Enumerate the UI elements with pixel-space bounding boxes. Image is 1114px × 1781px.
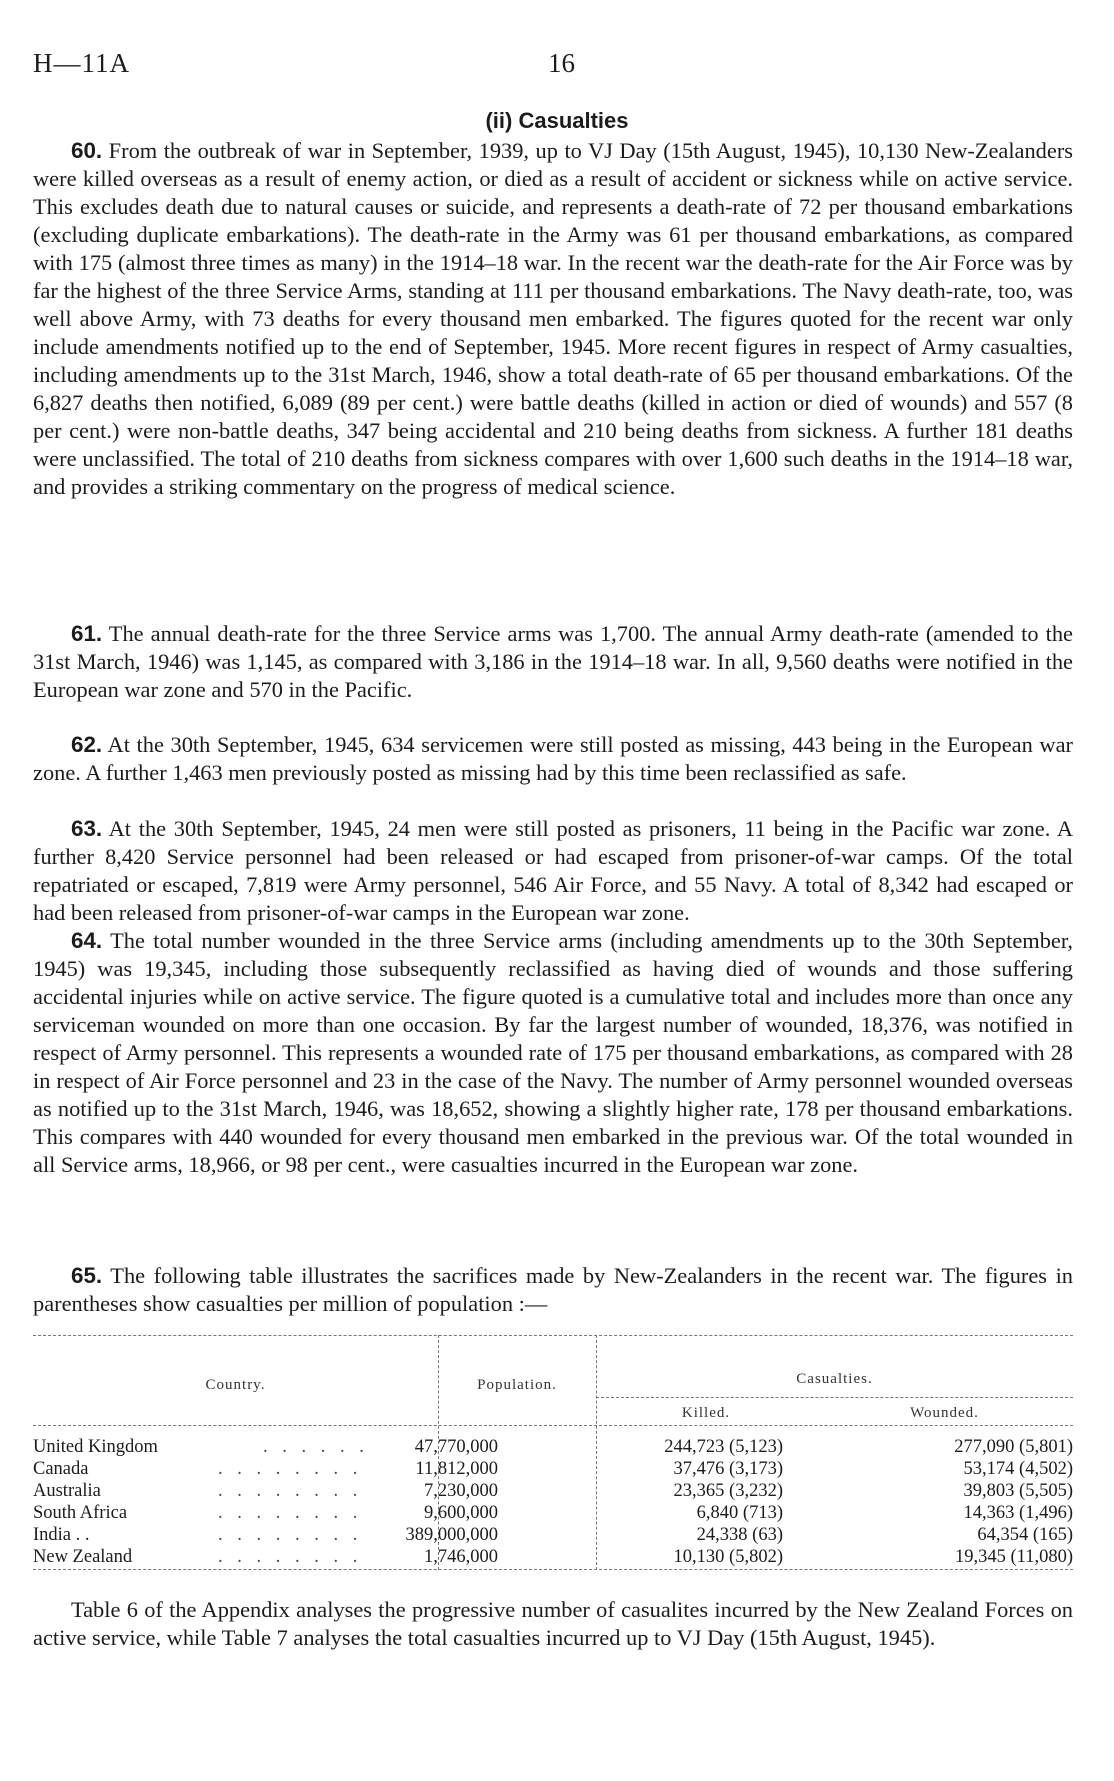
casualties-header: Casualties. xyxy=(796,1371,873,1387)
country-cell: United Kingdom xyxy=(33,1437,158,1457)
leader-dots: . . . . . . . . xyxy=(218,1503,363,1523)
killed-header: Killed. xyxy=(681,1405,731,1421)
country-cell: South Africa xyxy=(33,1503,128,1523)
country-cell: New Zealand xyxy=(33,1547,133,1567)
paragraph-number: 63. xyxy=(71,816,103,841)
paragraph-61 xyxy=(33,620,1073,704)
paragraph-text: At the 30th September, 1945, 24 men were still posted as prisoners, 11 being in the Pacific war zone. A further 8,420 Service personnel had been released or had escaped from prisoner-of-war camps. Of the total repatriated or escaped, 7,819 were Army personnel, 546 Air Force, and 55 Navy. A total of 8,342 had escaped or had been released from prisoner-of-war camps in the European war zone. xyxy=(33,816,1073,925)
table-row xyxy=(33,1547,1073,1569)
killed-cell: 23,365 (3,232) xyxy=(673,1481,783,1501)
page-number: 16 xyxy=(548,48,575,78)
table-top-rule xyxy=(33,1335,1073,1336)
paragraph-number: 64. xyxy=(71,928,103,953)
wounded-cell: 53,174 (4,502) xyxy=(963,1459,1073,1479)
paragraph-number: 62. xyxy=(71,732,103,757)
table-header-rule xyxy=(33,1425,1073,1426)
wounded-cell: 19,345 (11,080) xyxy=(954,1547,1073,1567)
paragraph-63 xyxy=(33,815,1073,927)
section-title: (ii) Casualties xyxy=(485,108,629,133)
leader-dots: . . . . . . . . xyxy=(218,1459,363,1479)
country-cell: Australia xyxy=(33,1481,101,1501)
table-bottom-rule xyxy=(33,1569,1073,1570)
leader-dots: . . . . . . xyxy=(263,1437,369,1457)
casualties-header-rule xyxy=(596,1397,1073,1398)
paragraph-text: The annual death-rate for the three Service arms was 1,700. The annual Army death-rate (amended to the 31st March, 1946) was 1,145, as compared with 3,186 in the 1914–18 war. In all, 9,560 deaths were notified in the European war zone and 570 in the Pacific. xyxy=(33,621,1073,702)
closing-paragraph xyxy=(33,1596,1073,1652)
wounded-header: Wounded. xyxy=(910,1405,979,1421)
table-row xyxy=(33,1459,1073,1481)
killed-cell: 244,723 (5,123) xyxy=(664,1437,783,1457)
paragraph-60 xyxy=(33,137,1073,501)
paragraph-number: 60. xyxy=(71,138,103,163)
country-cell: Canada xyxy=(33,1459,89,1479)
leader-dots: . . . . . . . . xyxy=(218,1525,363,1545)
paragraph-text: From the outbreak of war in September, 1939, up to VJ Day (15th August, 1945), 10,130 New-Zealanders were killed overseas as a result of enemy action, or died as a result of accident or sickness while on active service. This excludes death due to natural causes or suicide, and represents a death-rate of 72 per thousand embarkations (excluding duplicate embarkations). The death-rate in the Army was 61 per thousand embarkations, as compared with 175 (almost three times as many) in the 1914–18 war. In the recent war the death-rate for the Air Force was by far the highest of the three Service Arms, standing at 111 per thousand embarkations. The Navy death-rate, too, was well above Army, with 73 deaths for every thousand men embarked. The figures quoted for the recent war only include amendments notified up to the end of September, 1945. More recent figures in respect of Army casualties, including amendments up to the 31st March, 1946, show a total death-rate of 65 per thousand embarkations. Of the 6,827 deaths then notified, 6,089 (89 per cent.) were battle deaths (killed in action or died of wounds) and 557 (8 per cent.) were non-battle deaths, 347 being accidental and 210 being deaths from sickness. A further 181 deaths were unclassified. The total of 210 deaths from sickness compares with over 1,600 such deaths in the 1914–18 war, and provides a striking commentary on the progress of medical science. xyxy=(33,138,1073,499)
paragraph-text: At the 30th September, 1945, 634 servicemen were still posted as missing, 443 being in the European war zone. A further 1,463 men previously posted as missing had by this time been reclassified as safe. xyxy=(33,732,1073,785)
paragraph-65 xyxy=(33,1262,1073,1318)
table-row xyxy=(33,1525,1073,1547)
paragraph-62 xyxy=(33,731,1073,787)
wounded-cell: 277,090 (5,801) xyxy=(954,1437,1073,1457)
paragraph-number: 65. xyxy=(71,1263,103,1288)
paragraph-64 xyxy=(33,927,1073,1179)
population-header: Population. xyxy=(477,1377,557,1393)
population-cell: 7,230,000 xyxy=(424,1481,498,1501)
population-cell: 389,000,000 xyxy=(405,1525,498,1545)
table-row xyxy=(33,1437,1073,1459)
killed-cell: 24,338 (63) xyxy=(696,1525,783,1545)
paragraph-number: 61. xyxy=(71,621,103,646)
killed-cell: 37,476 (3,173) xyxy=(673,1459,783,1479)
population-cell: 47,770,000 xyxy=(414,1437,498,1457)
table-row xyxy=(33,1481,1073,1503)
population-cell: 11,812,000 xyxy=(415,1459,498,1479)
page-header xyxy=(33,48,1033,88)
casualties-table xyxy=(33,1335,1073,1570)
country-cell: India . . xyxy=(33,1525,90,1545)
population-cell: 9,600,000 xyxy=(424,1503,498,1523)
leader-dots: . . . . . . . . xyxy=(218,1547,363,1567)
paragraph-text: Table 6 of the Appendix analyses the progressive number of casualites incurred by the New Zealand Forces on active service, while Table 7 analyses the total casualties incurred up to VJ Day (15th August, 1945). xyxy=(33,1597,1073,1650)
paragraph-text: The following table illustrates the sacrifices made by New-Zealanders in the recent war. The figures in parentheses show casualties per million of population :— xyxy=(33,1263,1073,1316)
leader-dots: . . . . . . . . xyxy=(218,1481,363,1501)
country-header: Country. xyxy=(205,1377,266,1393)
table-row xyxy=(33,1503,1073,1525)
killed-cell: 6,840 (713) xyxy=(696,1503,783,1523)
population-cell: 1,746,000 xyxy=(424,1547,498,1567)
wounded-cell: 64,354 (165) xyxy=(977,1525,1073,1545)
paragraph-text: The total number wounded in the three Service arms (including amendments up to the 30th September, 1945) was 19,345, including those subsequently reclassified as having died of wounds and those suffering accidental injuries while on active service. The figure quoted is a cumulative total and includes more than once any serviceman wounded on more than one occasion. By far the largest number of wounded, 18,376, was notified in respect of Army personnel. This represents a wounded rate of 175 per thousand embarkations, as compared with 28 in respect of Air Force personnel and 23 in the case of the Navy. The number of Army personnel wounded overseas as notified up to the 31st March, 1946, was 18,652, showing a slightly higher rate, 178 per thousand embarkations. This compares with 440 wounded for every thousand men embarked in the previous war. Of the total wounded in all Service arms, 18,966, or 98 per cent., were casualties incurred in the European war zone. xyxy=(33,928,1073,1177)
killed-cell: 10,130 (5,802) xyxy=(673,1547,783,1567)
document-reference: H—11A xyxy=(33,48,130,78)
wounded-cell: 14,363 (1,496) xyxy=(963,1503,1073,1523)
wounded-cell: 39,803 (5,505) xyxy=(963,1481,1073,1501)
